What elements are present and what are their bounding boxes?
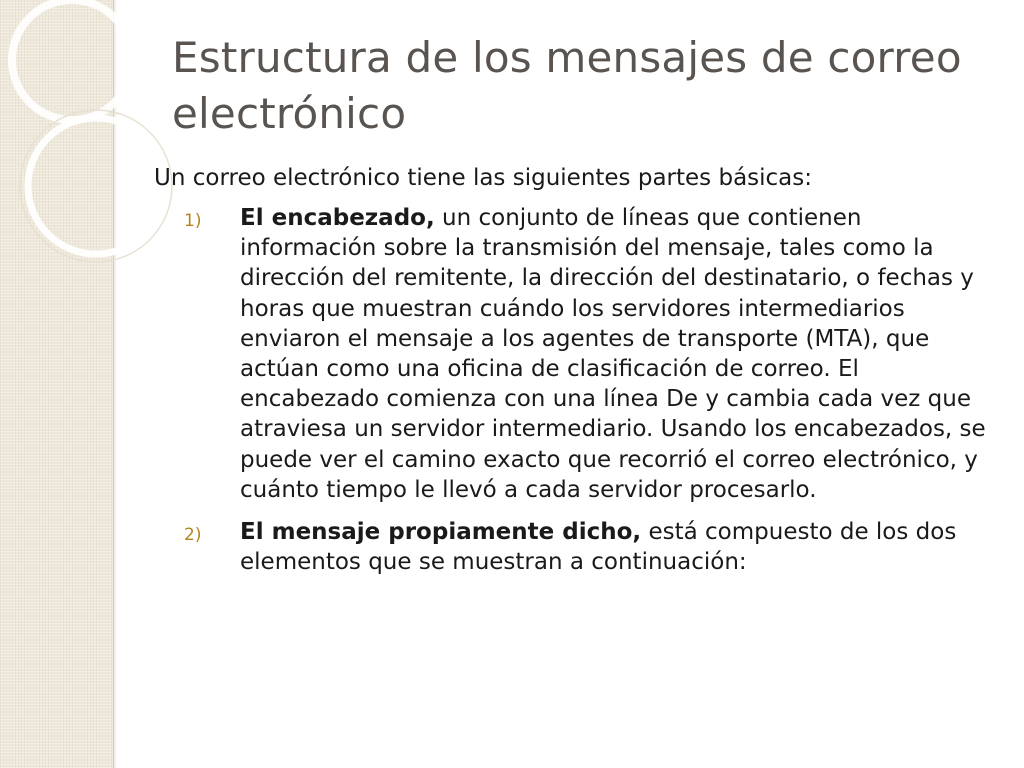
list-item [152, 517, 987, 577]
list-item-text: un conjunto de líneas que contienen información sobre la transmisión del mensaje, tales como la dirección del remitente, la dirección del destinatario, o fechas y horas que muestran cuándo los servidores intermediarios enviaron el mensaje a los agentes de transporte (MTA), que actúan como una oficina de clasificación de correo. El encabezado comienza con una línea De y cambia cada vez que atraviesa un servidor intermediario. Usando los encabezados, se puede ver el camino exacto que recorrió el correo electrónico, y cuánto tiempo le llevó a cada servidor procesarlo. [240, 205, 986, 503]
list-item-body [240, 519, 956, 575]
intro-text: Un correo electrónico tiene las siguientes partes básicas: [154, 165, 813, 191]
list-item-text: está compuesto de los dos elementos que se muestran a continuación: [240, 519, 957, 576]
list-item-body [240, 205, 986, 503]
list-item-bold-term: El encabezado, [240, 205, 435, 231]
list-item [152, 203, 987, 505]
list-item-number: 2) [184, 525, 202, 546]
list-item-number: 1) [184, 211, 202, 231]
list-item-bold-term: El mensaje propiamente dicho, [240, 519, 642, 546]
slide-title: Estructura de los mensajes de correo electrónico [172, 33, 962, 138]
slide-content [152, 163, 987, 589]
